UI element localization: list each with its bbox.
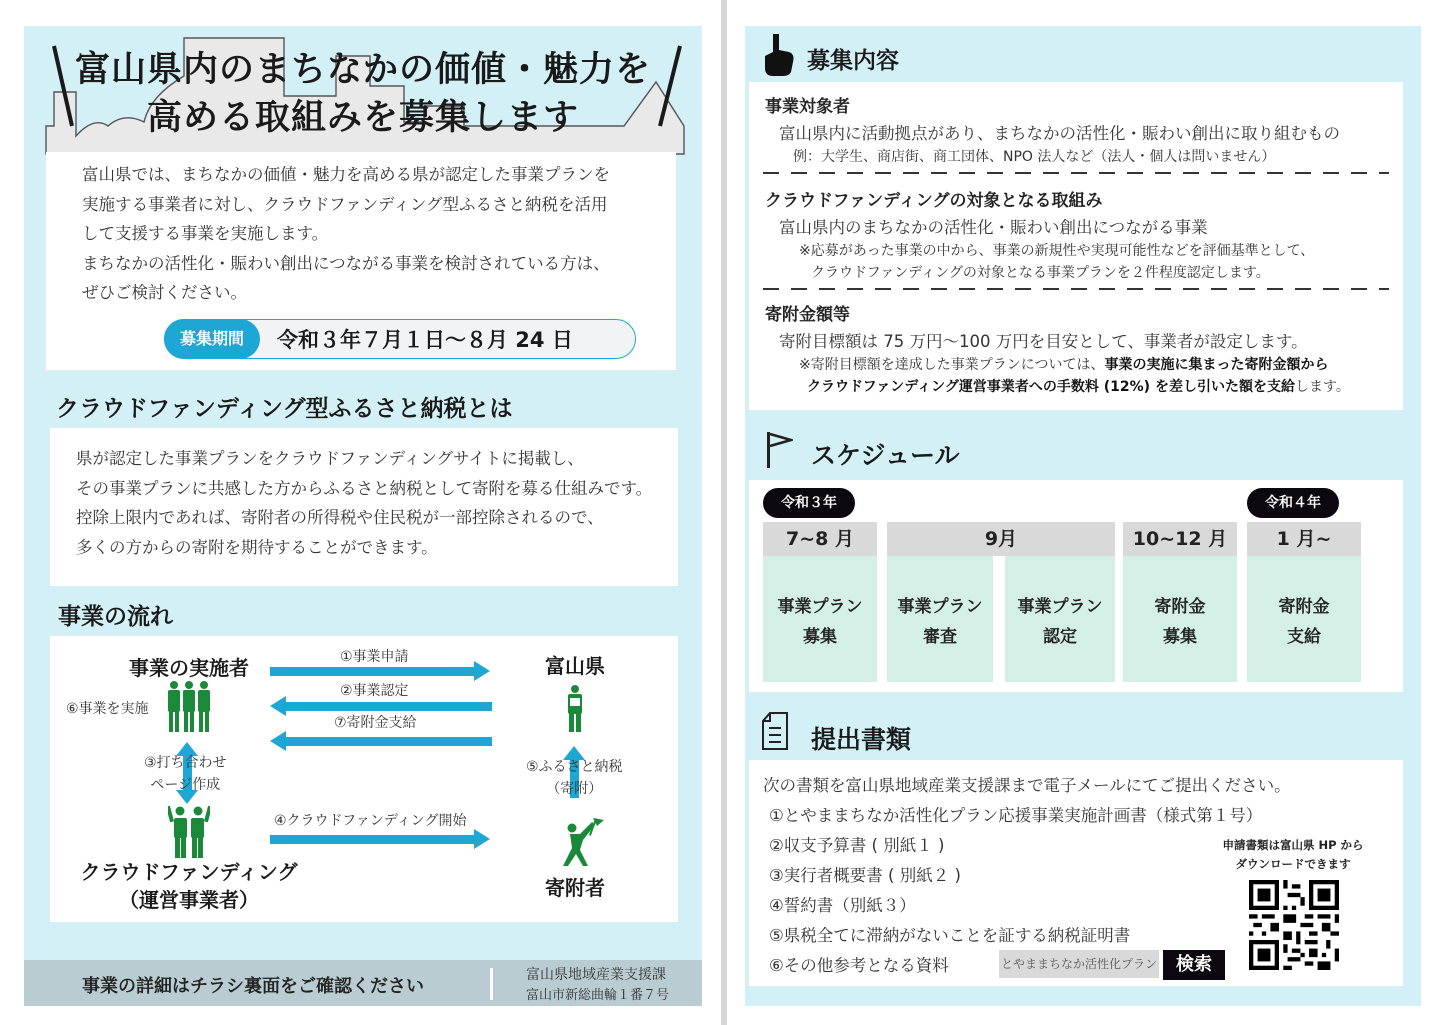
donor-figure-icon	[558, 818, 604, 868]
amount-note-2-plain: します。	[1294, 379, 1350, 395]
document-item: ①とやままちなか活性化プラン応援事業実施計画書（様式第１号）	[769, 806, 1263, 825]
step-4-label: ④クラウドファンディング開始	[274, 813, 467, 829]
footer-address: 富山市新総曲輪１番７号	[526, 988, 670, 1003]
divider	[763, 172, 1389, 174]
intro-box	[46, 152, 676, 370]
step-1-label: ①事業申請	[340, 649, 409, 665]
cell-line: 審査	[923, 627, 957, 647]
period-label: 募集期間	[164, 319, 260, 359]
actor-crowdfunding-line2: （運営事業者）	[119, 888, 259, 912]
cf-note-2: クラウドファンディングの対象となる事業プランを２件程度認定します。	[811, 265, 1270, 281]
prefecture-official-figure-icon	[564, 684, 586, 734]
step-6-label: ⑥事業を実施	[66, 701, 149, 717]
step-5-label	[526, 756, 623, 800]
footer-divider	[490, 968, 493, 1000]
footer-org: 富山県地域産業支援課	[526, 967, 666, 983]
target-text: 富山県内に活動拠点があり、まちなかの活性化・賑わい創出に取り組むもの	[779, 124, 1340, 143]
cf-note-1: ※応募があった事業の中から、事業の新規性や実現可能性などを評価基準として、	[799, 243, 1315, 259]
target-example: 例：大学生、商店街、商工団体、NPO 法人など（法人・個人は問いません）	[793, 149, 1276, 165]
actor-donor: 寄附者	[545, 876, 605, 900]
schedule-box	[749, 480, 1403, 692]
download-note	[1213, 836, 1373, 874]
schedule-cell-plan-certify	[1005, 556, 1115, 682]
step-5-line1: ⑤ふるさと納税	[526, 759, 623, 775]
schedule-cell-plan-review	[887, 556, 993, 682]
cell-line: 認定	[1043, 627, 1077, 647]
era-badge-r3: 令和３年	[763, 488, 855, 518]
download-note-line2: ダウンロードできます	[1235, 857, 1351, 871]
document-item: ④誓約書（別紙３）	[769, 896, 916, 915]
step-3-line2: ページ作成	[150, 777, 221, 793]
target-heading: 事業対象者	[765, 97, 850, 117]
title-line-2: 高める取組みを募集します	[146, 98, 579, 138]
step-3-line1: ③打ち合わせ	[144, 755, 227, 771]
intro-line: ぜひご検討ください。	[82, 283, 247, 302]
recruit-heading: 募集内容	[807, 48, 899, 74]
arrow-cf-start	[270, 835, 476, 844]
about-box	[50, 428, 678, 586]
footer-notice: 事業の詳細はチラシ裏面をご確認ください	[82, 976, 424, 997]
cell-line: 事業プラン	[897, 597, 983, 617]
step-7-label: ⑦寄附金支給	[334, 715, 417, 731]
intro-line: 富山県では、まちなかの価値・魅力を高める県が認定した事業プランを	[82, 165, 610, 184]
about-line: 控除上限内であれば、寄附者の所得税や住民税が一部控除されるので、	[76, 508, 604, 527]
download-note-line1: 申請書類は富山県 HP から	[1222, 838, 1364, 852]
front-footer	[24, 960, 702, 1006]
documents-heading: 提出書類	[811, 725, 912, 754]
month-header-jan: 1 月~	[1247, 522, 1361, 556]
flyer-front-page	[0, 0, 721, 1025]
month-header-jul-aug: 7~8 月	[763, 522, 877, 556]
search-button[interactable]: 検索	[1163, 950, 1225, 980]
title-line-1: 富山県内のまちなかの価値・魅力を	[74, 50, 651, 90]
month-header-sep: 9月	[887, 522, 1115, 556]
era-badge-r4: 令和４年	[1247, 488, 1339, 518]
cell-line: 募集	[803, 627, 837, 647]
about-line: 多くの方からの寄附を期待することができます。	[76, 537, 438, 557]
document-item: ⑥その他参考となる資料	[769, 956, 949, 975]
schedule-heading: スケジュール	[811, 441, 960, 470]
back-panel	[745, 26, 1421, 1006]
step-5-line2: （寄附）	[546, 781, 603, 797]
flag-icon	[767, 432, 793, 468]
actor-implementer: 事業の実施者	[129, 656, 249, 680]
qr-code-icon[interactable]	[1249, 880, 1339, 970]
document-item: ②収支予算書 ( 別紙１ )	[769, 836, 945, 855]
amount-note-1-plain: ※寄附目標額を達成した事業プランについては、	[799, 357, 1105, 373]
cell-line: 募集	[1163, 627, 1197, 647]
step-3-label	[144, 752, 227, 796]
cf-heading: クラウドファンディングの対象となる取組み	[765, 191, 1103, 211]
amount-heading: 寄附金額等	[765, 305, 850, 325]
period-value: 令和３年７月１日～８月 24 日	[277, 328, 573, 352]
cell-line: 支給	[1287, 627, 1321, 647]
month-header-oct-dec: 10~12 月	[1123, 522, 1237, 556]
crowdfunding-operators-figure-icon	[168, 804, 210, 858]
actor-crowdfunding-line1: クラウドファンディング	[80, 860, 298, 884]
schedule-cell-plan-recruit	[763, 556, 877, 682]
arrow-fund-payment	[284, 737, 492, 746]
search-query-box[interactable]: とやままちなか活性化プラン	[999, 950, 1159, 978]
cf-text: 富山県内のまちなかの活性化・賑わい創出につながる事業	[779, 218, 1208, 237]
actor-crowdfunding	[64, 858, 314, 914]
cell-line: 寄附金	[1278, 597, 1330, 617]
cell-line: 寄附金	[1154, 597, 1206, 617]
amount-note-2	[807, 376, 1350, 396]
documents-intro: 次の書類を富山県地域産業支援課まで電子メールにてご提出ください。	[763, 776, 1291, 795]
about-line: その事業プランに共感した方からふるさと納税として寄附を募る仕組みです。	[76, 478, 653, 498]
implementers-figure-icon	[166, 680, 212, 734]
intro-line: まちなかの活性化・賑わい創出につながる事業を検討されている方は、	[82, 253, 610, 273]
schedule-cell-donation-payment	[1247, 556, 1361, 682]
schedule-cell-donation-recruit	[1123, 556, 1237, 682]
cell-line: 事業プラン	[777, 597, 863, 617]
documents-box	[749, 760, 1403, 986]
actor-prefecture: 富山県	[545, 654, 605, 678]
flow-heading: 事業の流れ	[58, 604, 173, 630]
document-item: ⑤県税全てに滞納がないことを証する納税証明書	[769, 926, 1131, 945]
flow-diagram	[50, 636, 678, 922]
pointing-hand-icon	[761, 34, 795, 76]
flyer-back-page	[727, 0, 1447, 1025]
step-2-label: ②事業認定	[340, 683, 409, 699]
cell-line: 事業プラン	[1017, 597, 1103, 617]
about-heading: クラウドファンディング型ふるさと納税とは	[56, 396, 513, 422]
document-icon	[761, 712, 789, 750]
amount-text: 寄附目標額は 75 万円～100 万円を目安として、事業者が設定します。	[779, 332, 1308, 351]
amount-note-2-bold: クラウドファンディング運営事業者への手数料 (12%) を差し引いた額を支給	[807, 379, 1295, 395]
period-pill	[164, 319, 636, 359]
arrow-certify	[284, 702, 492, 711]
intro-line: 実施する事業者に対し、クラウドファンディング型ふるさと納税を活用	[82, 194, 608, 214]
amount-note-1	[799, 354, 1328, 374]
arrow-apply	[270, 667, 476, 676]
intro-line: して支援する事業を実施します。	[82, 224, 329, 243]
recruit-box	[749, 82, 1403, 410]
document-item: ③実行者概要書 ( 別紙２ )	[769, 866, 961, 885]
about-line: 県が認定した事業プランをクラウドファンディングサイトに掲載し、	[76, 449, 584, 468]
front-panel	[24, 26, 702, 1006]
amount-note-1-bold: 事業の実施に集まった寄附金額から	[1104, 357, 1329, 373]
divider	[763, 288, 1389, 290]
